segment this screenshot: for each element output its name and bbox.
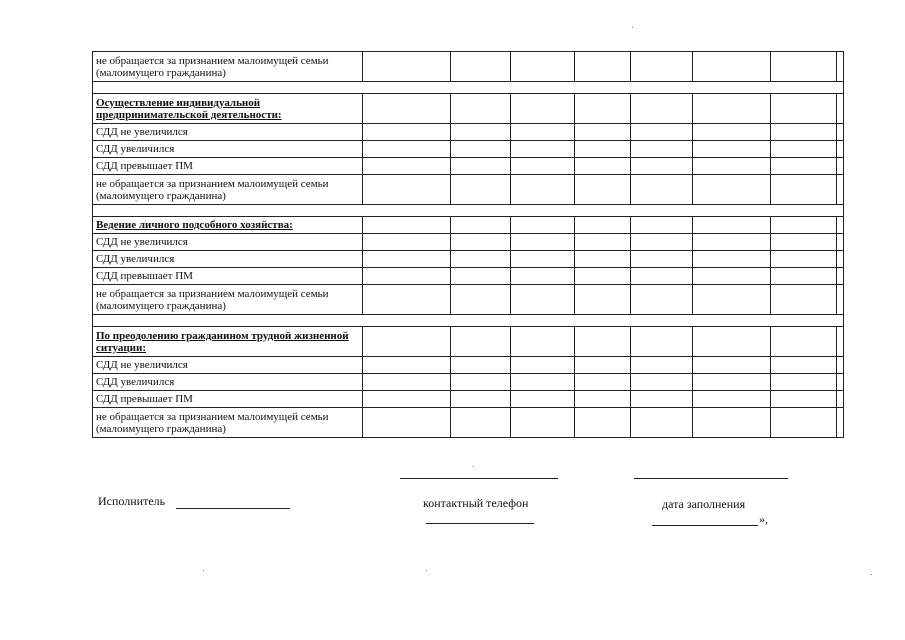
value-cell[interactable] xyxy=(451,374,511,391)
value-cell[interactable] xyxy=(451,357,511,374)
value-cell[interactable] xyxy=(837,268,844,285)
scan-speck xyxy=(426,570,427,571)
value-cell[interactable] xyxy=(693,357,771,374)
value-cell[interactable] xyxy=(451,327,511,357)
value-cell[interactable] xyxy=(837,391,844,408)
value-cell[interactable] xyxy=(363,268,451,285)
value-cell[interactable] xyxy=(693,141,771,158)
value-cell[interactable] xyxy=(363,141,451,158)
value-cell[interactable] xyxy=(363,391,451,408)
row-label: СДД увеличился xyxy=(93,251,363,268)
signature-line-top-right xyxy=(634,478,788,479)
value-cell[interactable] xyxy=(511,251,575,268)
value-cell[interactable] xyxy=(451,175,511,205)
executor-signature-line[interactable] xyxy=(176,508,290,509)
value-cell[interactable] xyxy=(837,408,844,438)
value-cell[interactable] xyxy=(631,94,693,124)
value-cell[interactable] xyxy=(631,391,693,408)
table-row xyxy=(93,251,844,268)
phone-label: контактный телефон xyxy=(423,496,529,510)
value-cell[interactable] xyxy=(631,124,693,141)
row-label: не обращается за признанием малоимущей семьи (малоимущего гражданина) xyxy=(93,52,363,82)
table-row xyxy=(93,268,844,285)
executor-label: Исполнитель xyxy=(98,494,166,508)
value-cell[interactable] xyxy=(575,217,631,234)
value-cell[interactable] xyxy=(771,268,837,285)
table-row xyxy=(93,357,844,374)
value-cell[interactable] xyxy=(631,285,693,315)
section-header-row xyxy=(93,327,844,357)
value-cell[interactable] xyxy=(363,52,451,82)
value-cell[interactable] xyxy=(771,391,837,408)
value-cell[interactable] xyxy=(575,408,631,438)
table-row xyxy=(93,141,844,158)
value-cell[interactable] xyxy=(693,158,771,175)
value-cell[interactable] xyxy=(575,268,631,285)
value-cell[interactable] xyxy=(771,124,837,141)
value-cell[interactable] xyxy=(771,52,837,82)
value-cell[interactable] xyxy=(631,141,693,158)
value-cell[interactable] xyxy=(631,175,693,205)
value-cell[interactable] xyxy=(363,374,451,391)
value-cell[interactable] xyxy=(575,124,631,141)
value-cell[interactable] xyxy=(511,408,575,438)
value-cell[interactable] xyxy=(631,234,693,251)
value-cell[interactable] xyxy=(771,285,837,315)
value-cell[interactable] xyxy=(451,94,511,124)
value-cell[interactable] xyxy=(693,268,771,285)
value-cell[interactable] xyxy=(511,327,575,357)
value-cell[interactable] xyxy=(693,175,771,205)
value-cell[interactable] xyxy=(575,357,631,374)
row-label: СДД превышает ПМ xyxy=(93,268,363,285)
value-cell[interactable] xyxy=(511,175,575,205)
value-cell[interactable] xyxy=(693,52,771,82)
value-cell[interactable] xyxy=(363,408,451,438)
value-cell[interactable] xyxy=(575,391,631,408)
value-cell[interactable] xyxy=(451,285,511,315)
value-cell[interactable] xyxy=(693,217,771,234)
row-label: СДД увеличился xyxy=(93,374,363,391)
row-label: СДД увеличился xyxy=(93,141,363,158)
value-cell[interactable] xyxy=(511,217,575,234)
value-cell[interactable] xyxy=(363,357,451,374)
value-cell[interactable] xyxy=(451,408,511,438)
phone-field-line[interactable] xyxy=(426,523,534,524)
row-label: СДД не увеличился xyxy=(93,357,363,374)
scan-speck xyxy=(473,466,474,467)
section-title: По преодолению гражданином трудной жизненной ситуации: xyxy=(93,327,363,357)
value-cell[interactable] xyxy=(837,234,844,251)
value-cell[interactable] xyxy=(771,141,837,158)
value-cell[interactable] xyxy=(575,141,631,158)
value-cell[interactable] xyxy=(771,357,837,374)
signature-line-top-center xyxy=(400,478,558,479)
value-cell[interactable] xyxy=(837,251,844,268)
value-cell[interactable] xyxy=(511,94,575,124)
value-cell[interactable] xyxy=(451,141,511,158)
scan-speck xyxy=(632,27,633,28)
value-cell[interactable] xyxy=(693,285,771,315)
spacer-row xyxy=(93,315,844,327)
value-cell[interactable] xyxy=(363,124,451,141)
value-cell[interactable] xyxy=(631,217,693,234)
value-cell[interactable] xyxy=(575,94,631,124)
value-cell[interactable] xyxy=(693,251,771,268)
value-cell[interactable] xyxy=(511,124,575,141)
value-cell[interactable] xyxy=(693,391,771,408)
section-header-row xyxy=(93,217,844,234)
value-cell[interactable] xyxy=(631,408,693,438)
value-cell[interactable] xyxy=(631,268,693,285)
value-cell[interactable] xyxy=(363,217,451,234)
value-cell[interactable] xyxy=(837,285,844,315)
value-cell[interactable] xyxy=(451,251,511,268)
report-table xyxy=(92,51,844,438)
value-cell[interactable] xyxy=(575,327,631,357)
value-cell[interactable] xyxy=(575,175,631,205)
value-cell[interactable] xyxy=(451,124,511,141)
value-cell[interactable] xyxy=(363,327,451,357)
spacer-cell xyxy=(93,315,844,327)
value-cell[interactable] xyxy=(693,408,771,438)
row-label: СДД превышает ПМ xyxy=(93,391,363,408)
value-cell[interactable] xyxy=(575,158,631,175)
table-row xyxy=(93,374,844,391)
row-label: не обращается за признанием малоимущей семьи (малоимущего гражданина) xyxy=(93,408,363,438)
value-cell[interactable] xyxy=(771,374,837,391)
table-row xyxy=(93,408,844,438)
table-row xyxy=(93,175,844,205)
value-cell[interactable] xyxy=(693,234,771,251)
value-cell[interactable] xyxy=(511,357,575,374)
value-cell[interactable] xyxy=(451,52,511,82)
value-cell[interactable] xyxy=(693,124,771,141)
value-cell[interactable] xyxy=(631,327,693,357)
scan-speck xyxy=(203,570,204,571)
spacer-row xyxy=(93,82,844,94)
value-cell[interactable] xyxy=(451,391,511,408)
value-cell[interactable] xyxy=(771,327,837,357)
table-row xyxy=(93,234,844,251)
date-label: дата заполнения xyxy=(662,497,746,511)
row-label: не обращается за признанием малоимущей семьи (малоимущего гражданина) xyxy=(93,285,363,315)
row-label: СДД не увеличился xyxy=(93,124,363,141)
value-cell[interactable] xyxy=(511,158,575,175)
row-label: СДД не увеличился xyxy=(93,234,363,251)
value-cell[interactable] xyxy=(631,52,693,82)
value-cell[interactable] xyxy=(771,175,837,205)
value-cell[interactable] xyxy=(693,374,771,391)
value-cell[interactable] xyxy=(511,141,575,158)
spacer-cell xyxy=(93,82,844,94)
row-label: не обращается за признанием малоимущей семьи (малоимущего гражданина) xyxy=(93,175,363,205)
value-cell[interactable] xyxy=(837,357,844,374)
value-cell[interactable] xyxy=(837,94,844,124)
value-cell[interactable] xyxy=(837,158,844,175)
table-row xyxy=(93,124,844,141)
value-cell[interactable] xyxy=(511,268,575,285)
value-cell[interactable] xyxy=(363,234,451,251)
row-label: СДД превышает ПМ xyxy=(93,158,363,175)
value-cell[interactable] xyxy=(837,327,844,357)
value-cell[interactable] xyxy=(693,94,771,124)
value-cell[interactable] xyxy=(363,285,451,315)
value-cell[interactable] xyxy=(771,408,837,438)
table-row xyxy=(93,285,844,315)
value-cell[interactable] xyxy=(631,357,693,374)
value-cell[interactable] xyxy=(837,124,844,141)
value-cell[interactable] xyxy=(771,234,837,251)
value-cell[interactable] xyxy=(575,234,631,251)
section-title: Ведение личного подсобного хозяйства: xyxy=(93,217,363,234)
value-cell[interactable] xyxy=(631,158,693,175)
value-cell[interactable] xyxy=(363,175,451,205)
value-cell[interactable] xyxy=(771,158,837,175)
value-cell[interactable] xyxy=(451,158,511,175)
value-cell[interactable] xyxy=(575,52,631,82)
value-cell[interactable] xyxy=(693,327,771,357)
scan-speck xyxy=(871,574,872,575)
date-field-line[interactable] xyxy=(652,525,758,526)
table-row xyxy=(93,391,844,408)
value-cell[interactable] xyxy=(511,234,575,251)
value-cell[interactable] xyxy=(837,217,844,234)
value-cell[interactable] xyxy=(631,251,693,268)
section-header-row xyxy=(93,94,844,124)
value-cell[interactable] xyxy=(511,285,575,315)
value-cell[interactable] xyxy=(511,52,575,82)
value-cell[interactable] xyxy=(451,234,511,251)
value-cell[interactable] xyxy=(575,285,631,315)
value-cell[interactable] xyxy=(363,158,451,175)
value-cell[interactable] xyxy=(771,251,837,268)
value-cell[interactable] xyxy=(771,217,837,234)
value-cell[interactable] xyxy=(837,141,844,158)
value-cell[interactable] xyxy=(631,374,693,391)
table-row xyxy=(93,52,844,82)
value-cell[interactable] xyxy=(837,175,844,205)
value-cell[interactable] xyxy=(451,268,511,285)
value-cell[interactable] xyxy=(575,251,631,268)
value-cell[interactable] xyxy=(837,52,844,82)
value-cell[interactable] xyxy=(451,217,511,234)
value-cell[interactable] xyxy=(837,374,844,391)
value-cell[interactable] xyxy=(363,251,451,268)
value-cell[interactable] xyxy=(575,374,631,391)
table-row xyxy=(93,158,844,175)
value-cell[interactable] xyxy=(771,94,837,124)
value-cell[interactable] xyxy=(511,391,575,408)
spacer-row xyxy=(93,205,844,217)
value-cell[interactable] xyxy=(363,94,451,124)
value-cell[interactable] xyxy=(511,374,575,391)
date-suffix: », xyxy=(759,512,768,526)
spacer-cell xyxy=(93,205,844,217)
section-title: Осуществление индивидуальной предпринимательской деятельности: xyxy=(93,94,363,124)
